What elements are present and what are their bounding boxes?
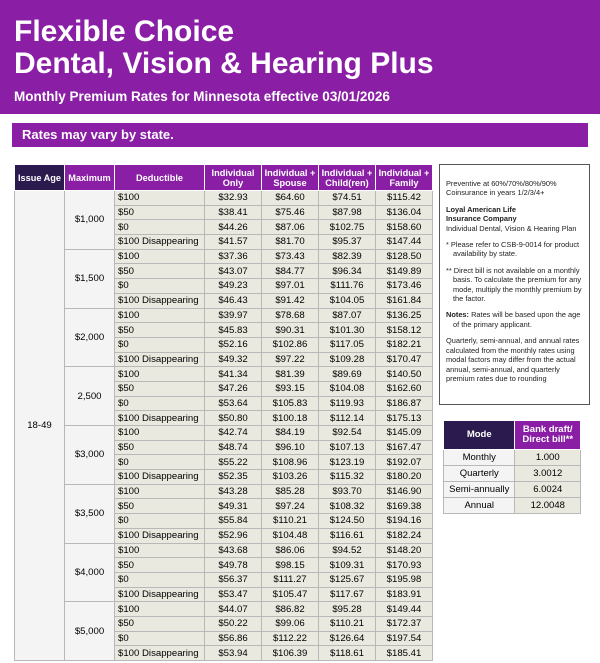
deductible-cell: $0 <box>115 514 205 529</box>
deductible-cell: $0 <box>115 396 205 411</box>
deductible-cell: $100 <box>115 484 205 499</box>
direct-bill-note: ** Direct bill is not available on a monthly basis. To calculate the premium for any mode, multiply the monthly premium by the factor. <box>446 265 582 304</box>
individual-children-cell: $118.61 <box>319 646 376 661</box>
individual-family-cell: $186.87 <box>376 396 433 411</box>
individual-family-cell: $183.91 <box>376 587 433 602</box>
individual-only-cell: $44.26 <box>205 220 262 235</box>
individual-spouse-cell: $84.19 <box>262 426 319 441</box>
individual-only-cell: $52.96 <box>205 528 262 543</box>
mode-name-cell: Monthly <box>444 450 515 466</box>
individual-spouse-cell: $99.06 <box>262 616 319 631</box>
individual-only-cell: $37.36 <box>205 249 262 264</box>
deductible-cell: $100 <box>115 602 205 617</box>
individual-children-cell: $119.93 <box>319 396 376 411</box>
company-name-line2: Insurance Company <box>446 214 517 224</box>
deductible-cell: $50 <box>115 323 205 338</box>
deductible-cell: $0 <box>115 220 205 235</box>
individual-spouse-cell: $112.22 <box>262 631 319 646</box>
maximum-cell: $1,500 <box>65 249 115 308</box>
mode-name-cell: Quarterly <box>444 466 515 482</box>
individual-only-cell: $47.26 <box>205 381 262 396</box>
premium-rate-table <box>14 164 433 661</box>
individual-only-cell: $43.07 <box>205 264 262 279</box>
individual-children-cell: $117.05 <box>319 337 376 352</box>
deductible-cell: $100 Disappearing <box>115 235 205 250</box>
deductible-cell: $50 <box>115 205 205 220</box>
individual-family-cell: $172.37 <box>376 616 433 631</box>
individual-children-cell: $94.52 <box>319 543 376 558</box>
mode-factor-cell: 1.000 <box>515 450 581 466</box>
table-row <box>15 191 433 206</box>
individual-family-cell: $136.25 <box>376 308 433 323</box>
maximum-cell: $3,500 <box>65 484 115 543</box>
individual-only-cell: $43.68 <box>205 543 262 558</box>
individual-children-cell: $102.75 <box>319 220 376 235</box>
individual-family-cell: $167.47 <box>376 440 433 455</box>
individual-family-cell: $128.50 <box>376 249 433 264</box>
modal-factor-table <box>443 420 581 514</box>
individual-children-cell: $126.64 <box>319 631 376 646</box>
individual-children-cell: $109.28 <box>319 352 376 367</box>
individual-children-cell: $87.98 <box>319 205 376 220</box>
deductible-cell: $50 <box>115 440 205 455</box>
deductible-cell: $50 <box>115 616 205 631</box>
individual-children-cell: $104.05 <box>319 293 376 308</box>
modal-table-body <box>444 450 581 514</box>
individual-children-cell: $74.51 <box>319 191 376 206</box>
individual-spouse-cell: $105.83 <box>262 396 319 411</box>
individual-children-cell: $96.34 <box>319 264 376 279</box>
individual-only-cell: $56.86 <box>205 631 262 646</box>
individual-family-cell: $145.09 <box>376 426 433 441</box>
modal-table-row <box>444 450 581 466</box>
individual-family-cell: $149.44 <box>376 602 433 617</box>
table-row <box>15 426 433 441</box>
individual-spouse-cell: $64.60 <box>262 191 319 206</box>
notes-label: Notes: <box>446 310 469 320</box>
individual-children-cell: $82.39 <box>319 249 376 264</box>
individual-children-cell: $95.28 <box>319 602 376 617</box>
deductible-cell: $0 <box>115 455 205 470</box>
deductible-cell: $50 <box>115 499 205 514</box>
maximum-cell: $2,000 <box>65 308 115 367</box>
individual-family-cell: $192.07 <box>376 455 433 470</box>
individual-family-cell: $158.60 <box>376 220 433 235</box>
individual-spouse-cell: $97.22 <box>262 352 319 367</box>
deductible-cell: $100 Disappearing <box>115 470 205 485</box>
individual-children-cell: $116.61 <box>319 528 376 543</box>
individual-family-cell: $115.42 <box>376 191 433 206</box>
individual-family-cell: $136.04 <box>376 205 433 220</box>
modal-table-row <box>444 498 581 514</box>
individual-spouse-cell: $87.06 <box>262 220 319 235</box>
csb-note: * Please refer to CSB-9-0014 for product availability by state. <box>446 240 580 259</box>
header-bank-draft: Bank draft/ Direct bill** <box>515 421 581 450</box>
page-header <box>0 0 600 114</box>
individual-children-cell: $123.19 <box>319 455 376 470</box>
deductible-cell: $0 <box>115 572 205 587</box>
modal-table-header-row <box>444 421 581 450</box>
rate-table-body <box>15 191 433 661</box>
deductible-cell: $100 Disappearing <box>115 411 205 426</box>
individual-children-cell: $115.32 <box>319 470 376 485</box>
individual-children-cell: $107.13 <box>319 440 376 455</box>
individual-only-cell: $49.32 <box>205 352 262 367</box>
header-mode: Mode <box>444 421 515 450</box>
individual-spouse-cell: $81.39 <box>262 367 319 382</box>
individual-only-cell: $48.74 <box>205 440 262 455</box>
individual-spouse-cell: $102.86 <box>262 337 319 352</box>
individual-family-cell: $146.90 <box>376 484 433 499</box>
page-title-line1: Flexible Choice <box>14 15 235 48</box>
individual-spouse-cell: $97.01 <box>262 279 319 294</box>
individual-children-cell: $125.67 <box>319 572 376 587</box>
header-deductible: Deductible <box>115 165 205 191</box>
individual-only-cell: $49.23 <box>205 279 262 294</box>
individual-spouse-cell: $75.46 <box>262 205 319 220</box>
individual-family-cell: $170.47 <box>376 352 433 367</box>
individual-only-cell: $32.93 <box>205 191 262 206</box>
header-individual-family: Individual + Family <box>376 165 433 191</box>
page-title-line2: Dental, Vision & Hearing Plus <box>14 47 434 80</box>
individual-only-cell: $53.64 <box>205 396 262 411</box>
individual-children-cell: $109.31 <box>319 558 376 573</box>
individual-spouse-cell: $78.68 <box>262 308 319 323</box>
individual-children-cell: $117.67 <box>319 587 376 602</box>
individual-family-cell: $182.24 <box>376 528 433 543</box>
mode-factor-cell: 12.0048 <box>515 498 581 514</box>
deductible-cell: $0 <box>115 279 205 294</box>
individual-family-cell: $149.89 <box>376 264 433 279</box>
individual-spouse-cell: $86.06 <box>262 543 319 558</box>
individual-only-cell: $53.47 <box>205 587 262 602</box>
deductible-cell: $100 <box>115 367 205 382</box>
individual-family-cell: $161.84 <box>376 293 433 308</box>
individual-children-cell: $112.14 <box>319 411 376 426</box>
individual-only-cell: $39.97 <box>205 308 262 323</box>
individual-only-cell: $41.57 <box>205 235 262 250</box>
individual-children-cell: $87.07 <box>319 308 376 323</box>
maximum-cell: $4,000 <box>65 543 115 602</box>
individual-only-cell: $52.16 <box>205 337 262 352</box>
individual-family-cell: $195.98 <box>376 572 433 587</box>
individual-children-cell: $95.37 <box>319 235 376 250</box>
plan-notes-box <box>439 164 590 405</box>
individual-only-cell: $45.83 <box>205 323 262 338</box>
deductible-cell: $100 Disappearing <box>115 646 205 661</box>
individual-spouse-cell: $106.39 <box>262 646 319 661</box>
individual-only-cell: $42.74 <box>205 426 262 441</box>
issue-age-cell: 18-49 <box>15 191 65 661</box>
maximum-cell: $1,000 <box>65 191 115 250</box>
individual-family-cell: $147.44 <box>376 235 433 250</box>
modal-table-row <box>444 466 581 482</box>
individual-family-cell: $180.20 <box>376 470 433 485</box>
deductible-cell: $100 Disappearing <box>115 528 205 543</box>
individual-only-cell: $52.35 <box>205 470 262 485</box>
individual-spouse-cell: $90.31 <box>262 323 319 338</box>
table-row <box>15 484 433 499</box>
individual-only-cell: $43.28 <box>205 484 262 499</box>
individual-family-cell: $170.93 <box>376 558 433 573</box>
header-individual-only: Individual Only <box>205 165 262 191</box>
table-row <box>15 367 433 382</box>
maximum-cell: $5,000 <box>65 602 115 661</box>
mode-factor-cell: 3.0012 <box>515 466 581 482</box>
individual-only-cell: $49.78 <box>205 558 262 573</box>
deductible-cell: $100 Disappearing <box>115 293 205 308</box>
notes-text: Rates will be based upon the age of the primary applicant. <box>453 310 581 329</box>
header-issue-age: Issue Age <box>15 165 65 191</box>
individual-family-cell: $182.21 <box>376 337 433 352</box>
individual-spouse-cell: $93.15 <box>262 381 319 396</box>
individual-family-cell: $169.38 <box>376 499 433 514</box>
maximum-cell: 2,500 <box>65 367 115 426</box>
company-name-line1: Loyal American Life <box>446 204 516 214</box>
individual-only-cell: $53.94 <box>205 646 262 661</box>
individual-spouse-cell: $86.82 <box>262 602 319 617</box>
deductible-cell: $100 Disappearing <box>115 587 205 602</box>
individual-spouse-cell: $111.27 <box>262 572 319 587</box>
individual-spouse-cell: $91.42 <box>262 293 319 308</box>
deductible-cell: $50 <box>115 264 205 279</box>
individual-spouse-cell: $104.48 <box>262 528 319 543</box>
individual-family-cell: $175.13 <box>376 411 433 426</box>
individual-only-cell: $49.31 <box>205 499 262 514</box>
individual-only-cell: $56.37 <box>205 572 262 587</box>
deductible-cell: $100 <box>115 426 205 441</box>
deductible-cell: $100 <box>115 543 205 558</box>
individual-only-cell: $50.80 <box>205 411 262 426</box>
mode-factor-cell: 6.0024 <box>515 482 581 498</box>
modal-table-row <box>444 482 581 498</box>
table-row <box>15 308 433 323</box>
individual-family-cell: $162.60 <box>376 381 433 396</box>
coinsurance-text: Coinsurance in years 1/2/3/4+ <box>446 188 545 198</box>
individual-spouse-cell: $73.43 <box>262 249 319 264</box>
individual-spouse-cell: $100.18 <box>262 411 319 426</box>
individual-family-cell: $158.12 <box>376 323 433 338</box>
individual-family-cell: $185.41 <box>376 646 433 661</box>
preventive-text: Preventive at 60%/70%/80%/90% <box>446 179 557 188</box>
individual-children-cell: $111.76 <box>319 279 376 294</box>
individual-children-cell: $108.32 <box>319 499 376 514</box>
deductible-cell: $100 <box>115 249 205 264</box>
deductible-cell: $100 <box>115 191 205 206</box>
mode-name-cell: Annual <box>444 498 515 514</box>
individual-spouse-cell: $84.77 <box>262 264 319 279</box>
individual-spouse-cell: $97.24 <box>262 499 319 514</box>
individual-spouse-cell: $108.96 <box>262 455 319 470</box>
individual-children-cell: $89.69 <box>319 367 376 382</box>
individual-spouse-cell: $103.26 <box>262 470 319 485</box>
individual-children-cell: $110.21 <box>319 616 376 631</box>
plan-name: Individual Dental, Vision & Hearing Plan <box>446 223 577 233</box>
mode-name-cell: Semi-annually <box>444 482 515 498</box>
individual-children-cell: $93.70 <box>319 484 376 499</box>
individual-spouse-cell: $105.47 <box>262 587 319 602</box>
deductible-cell: $100 <box>115 308 205 323</box>
individual-only-cell: $44.07 <box>205 602 262 617</box>
rate-table-header-row <box>15 165 433 191</box>
deductible-cell: $0 <box>115 631 205 646</box>
rates-vary-banner: Rates may vary by state. <box>12 123 588 147</box>
individual-only-cell: $41.34 <box>205 367 262 382</box>
individual-family-cell: $140.50 <box>376 367 433 382</box>
table-row <box>15 249 433 264</box>
table-row <box>15 543 433 558</box>
individual-only-cell: $50.22 <box>205 616 262 631</box>
deductible-cell: $50 <box>115 381 205 396</box>
maximum-cell: $3,000 <box>65 426 115 485</box>
individual-spouse-cell: $110.21 <box>262 514 319 529</box>
individual-family-cell: $173.46 <box>376 279 433 294</box>
deductible-cell: $50 <box>115 558 205 573</box>
deductible-cell: $0 <box>115 337 205 352</box>
individual-spouse-cell: $81.70 <box>262 235 319 250</box>
page-subtitle: Monthly Premium Rates for Minnesota effective 03/01/2026 <box>14 89 390 104</box>
individual-family-cell: $194.16 <box>376 514 433 529</box>
individual-spouse-cell: $96.10 <box>262 440 319 455</box>
individual-children-cell: $101.30 <box>319 323 376 338</box>
modal-rounding-note: Quarterly, semi-annual, and annual rates calculated from the monthly rates using modal factors may differ from the actual annual, semi-annual, and quarterly premium rates due to rounding <box>446 336 580 383</box>
individual-only-cell: $38.41 <box>205 205 262 220</box>
individual-family-cell: $148.20 <box>376 543 433 558</box>
individual-children-cell: $92.54 <box>319 426 376 441</box>
header-individual-children: Individual + Child(ren) <box>319 165 376 191</box>
header-individual-spouse: Individual + Spouse <box>262 165 319 191</box>
individual-children-cell: $104.08 <box>319 381 376 396</box>
individual-children-cell: $124.50 <box>319 514 376 529</box>
individual-spouse-cell: $98.15 <box>262 558 319 573</box>
deductible-cell: $100 Disappearing <box>115 352 205 367</box>
table-row <box>15 602 433 617</box>
individual-only-cell: $55.84 <box>205 514 262 529</box>
header-maximum: Maximum <box>65 165 115 191</box>
individual-spouse-cell: $85.28 <box>262 484 319 499</box>
individual-only-cell: $55.22 <box>205 455 262 470</box>
individual-only-cell: $46.43 <box>205 293 262 308</box>
individual-family-cell: $197.54 <box>376 631 433 646</box>
